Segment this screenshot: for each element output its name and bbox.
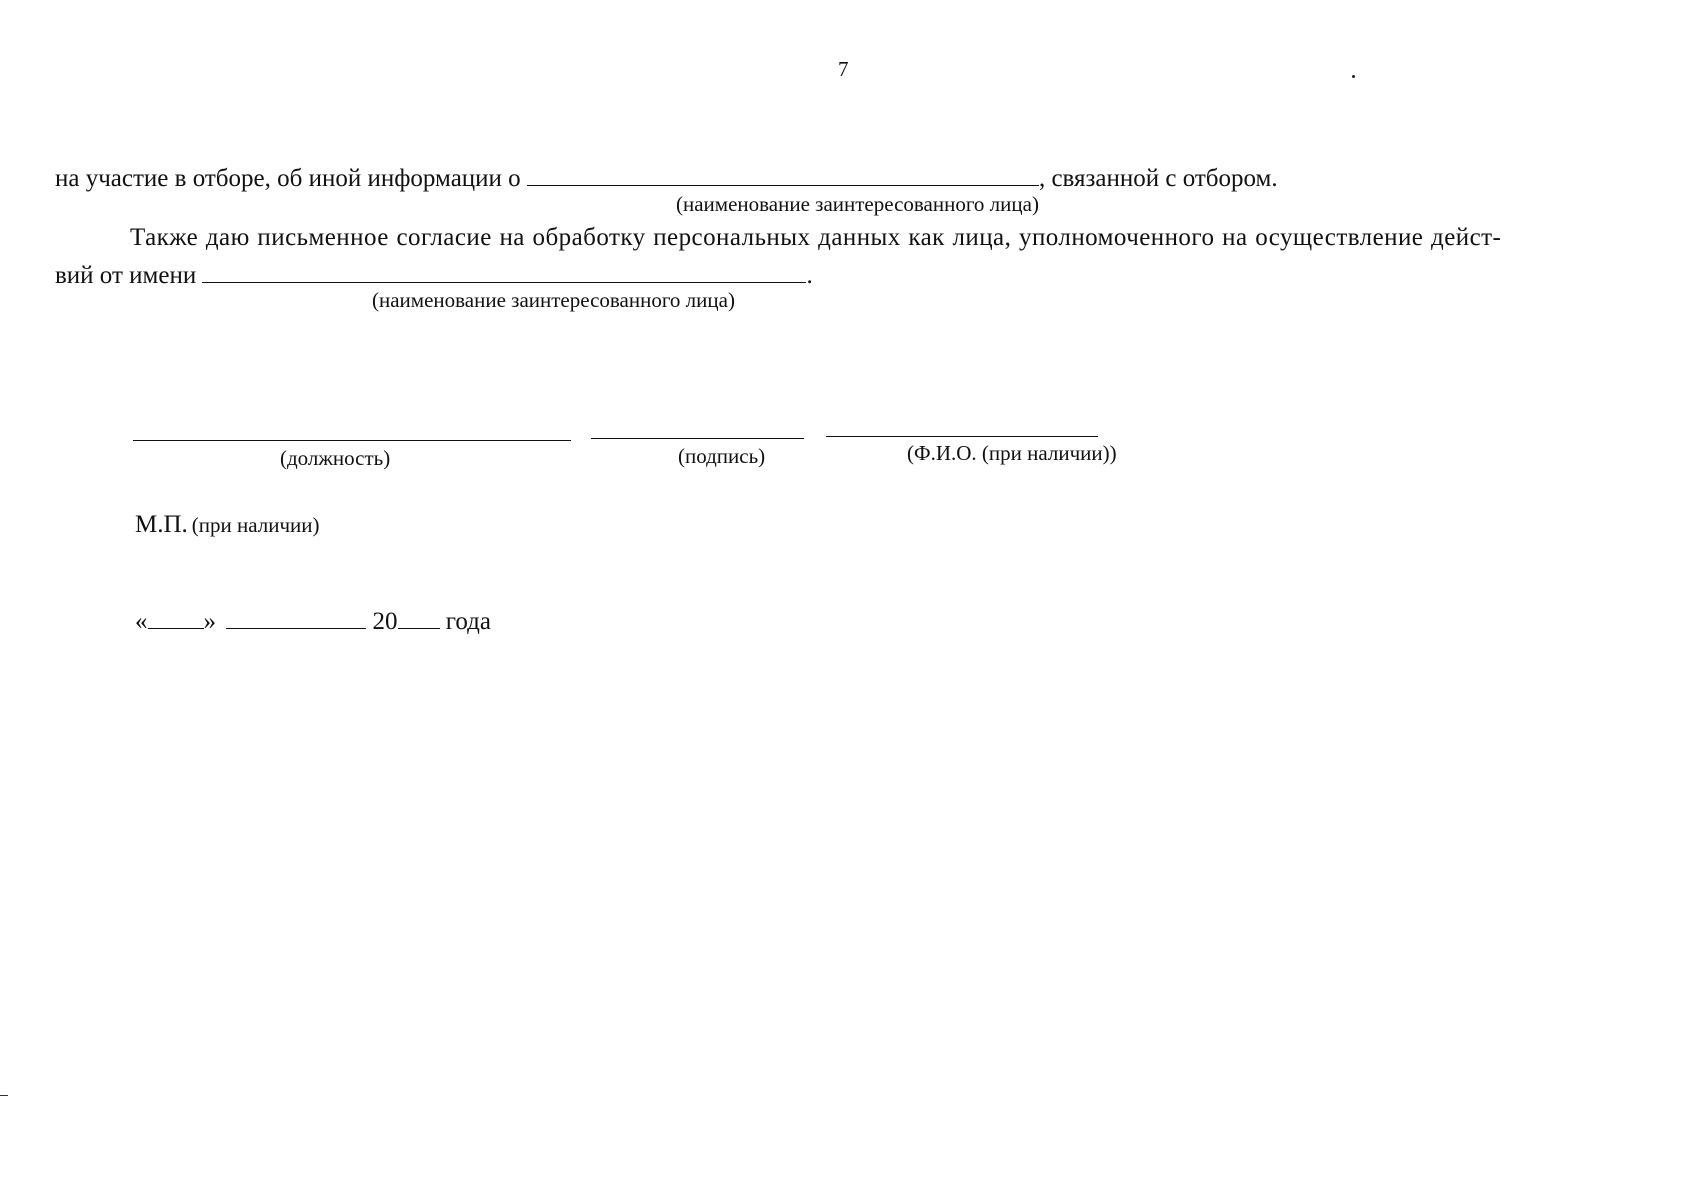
date-suffix: года xyxy=(445,608,491,635)
paragraph2-line2 xyxy=(55,260,813,291)
paragraph2-caption: (наименование заинтересованного лица) xyxy=(372,288,735,312)
name-caption: (Ф.И.О. (при наличии)) xyxy=(907,441,1117,465)
position-caption: (должность) xyxy=(280,446,391,470)
position-line xyxy=(133,440,571,441)
paragraph1-text-after: , связанной с отбором. xyxy=(1038,165,1278,192)
scan-dash xyxy=(0,1095,8,1096)
stamp-note: (при наличии) xyxy=(191,513,320,537)
scan-dot xyxy=(1352,75,1355,78)
paragraph2-text-before: вий от имени xyxy=(55,262,197,289)
signature-line xyxy=(591,438,804,439)
name-line xyxy=(826,436,1098,437)
page-number: 7 xyxy=(838,57,849,81)
date-open-quote: « xyxy=(135,608,148,635)
year-blank xyxy=(398,606,440,629)
month-blank xyxy=(226,606,366,629)
stamp-label: М.П. xyxy=(135,511,188,538)
paragraph1-text-before: на участие в отборе, об иной информации о xyxy=(55,165,521,192)
stamp-line xyxy=(135,510,320,540)
signature-caption: (подпись) xyxy=(678,444,766,468)
paragraph1-caption: (наименование заинтересованного лица) xyxy=(676,192,1039,216)
paragraph2-line1: Также даю письменное согласие на обработку персональных данных как лица, уполномоченного на осуществление дейст- xyxy=(130,224,1502,251)
date-close-quote: » xyxy=(203,608,216,635)
interested-party-blank-1 xyxy=(527,163,1039,186)
date-century: 20 xyxy=(372,608,398,635)
day-blank xyxy=(148,606,204,629)
interested-party-blank-2 xyxy=(202,260,806,283)
paragraph2-text-after: . xyxy=(806,262,813,289)
date-line xyxy=(135,606,491,637)
paragraph1-line xyxy=(55,163,1278,194)
